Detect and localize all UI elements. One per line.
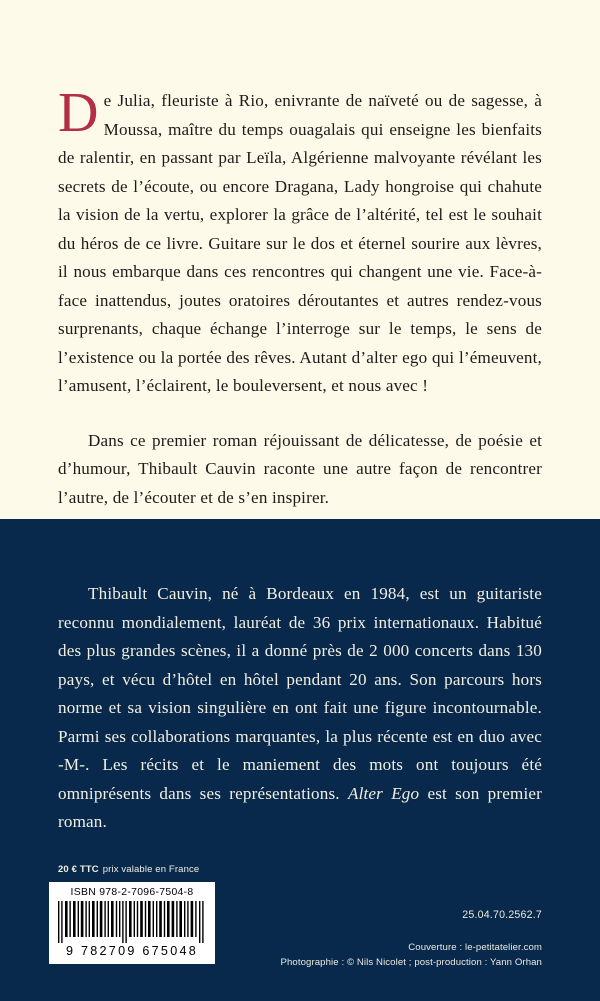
blurb-paragraph-secondary: Dans ce premier roman réjouissant de délicatesse, de poésie et d’humour, Thibault Cauvin raconte une autre façon de rencontrer l’autre, de l’écouter et de s’en inspirer. [58,430,542,507]
price-note: prix valable en France [102,864,200,875]
reference-code: 25.04.70.2562.7 [462,909,542,921]
isbn-label: ISBN 978-2-7096-7504-8 [70,887,194,898]
cover-footer [0,855,600,1001]
biography-text-part-one: Thibault Cauvin, né à Bordeaux en 1984, est un guitariste reconnu mondialement, lauréat de 36 prix internationaux. Habitué des plus grandes scènes, il a donné près de 2 000 concerts dans 130 pays, et vécu d’hôtel en hôtel pendant 20 ans. Son parcours hors norme et sa vision singulière en ont fait une figure incontournable. Parmi ses collaborations marquantes, la plus récente est en duo avec -M-. Les récits et le maniement des mots ont toujours été omniprésents dans ses représentations. [58,584,542,803]
barcode-digits: 9 782709 675048 [65,944,199,958]
credit-cover-designer: Couverture : le-petitatelier.com [408,942,542,953]
ean13-barcode-icon [56,901,208,943]
author-biography-text [58,519,542,837]
book-title-italic: Alter Ego [347,783,420,803]
blurb-paragraph-primary: De Julia, fleuriste à Rio, enivrante de naïveté ou de sagesse, à Moussa, maître du temps ouagalais qui enseigne les bienfaits de ralentir, en passant par Leïla, Algérienne malvoyante révélant les secrets de l’écoute, ou encore Dragana, Lady hongroise qui chahute la vision de la vertu, explorer la grâce de l’altérité, tel est le souhait du héros de ce livre. Guitare sur le dos et éternel sourire aux lèvres, il nous embarque dans ces rencontres qui changent une vie. Face-à-face inattendus, joutes oratoires déroutantes et autres rendez-vous surprenants, chaque échange l’interroge sur le temps, le sens de l’existence ou la portée des rêves. Autant d’alter ego qui l’émeuvent, l’amusent, l’éclairent, le bouleversent, et nous avec ! [58,82,542,395]
biography-text-part-two: est son premier roman. [58,783,542,831]
barcode-block [49,882,215,964]
price-amount: 20 € TTC [58,864,99,875]
credit-photographer: Photographie : © Nils Nicolet ; post-production : Yann Orhan [280,957,542,968]
price-line [58,864,199,875]
